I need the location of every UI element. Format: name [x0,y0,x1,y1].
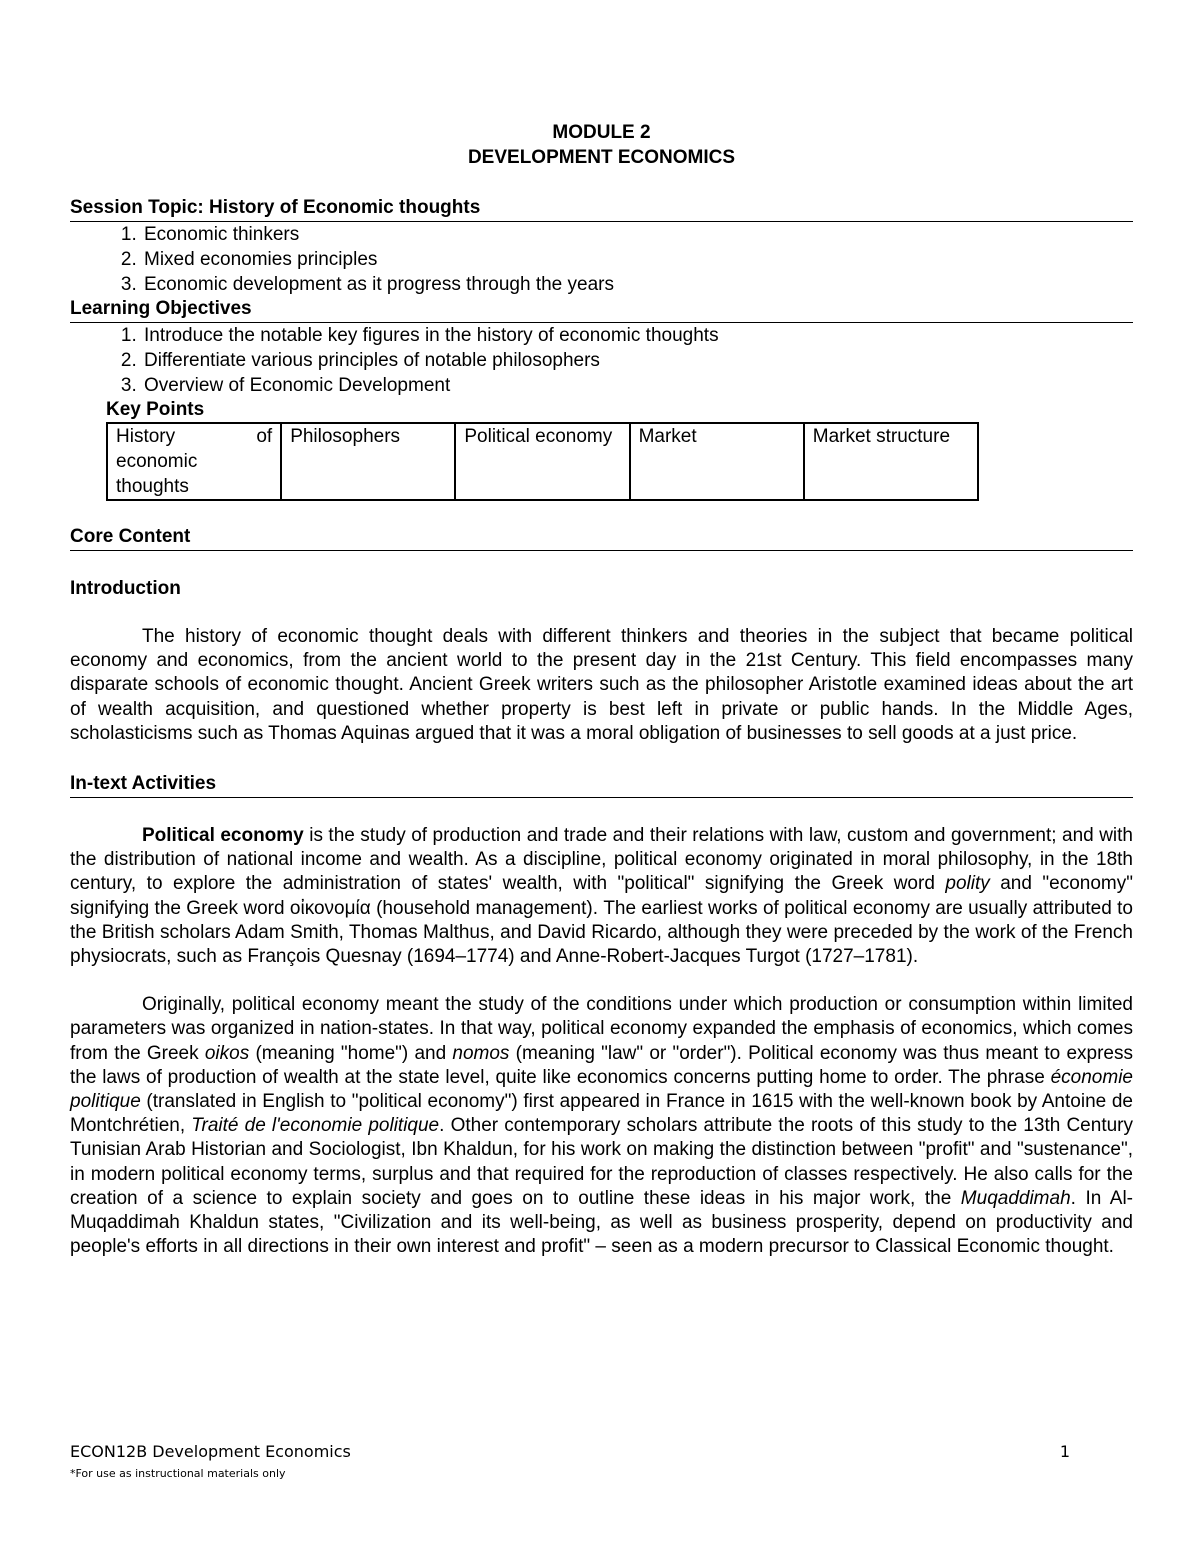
key-point-text: History [116,426,176,447]
political-economy-paragraph [70,824,1133,969]
paragraph-text: . Other contemporary scholars attribute the roots of this study to the 13th Century Tunisian Arab Historian and Sociologist, Ibn Khaldun, for his work on making the distinction between "profit" and "sustenance", in modern political economy terms, surplus and that required for the reproduction of classes respectively. He also calls for the creation of a science to explain society and goes on to outline these ideas in his major work, the [70,1115,1133,1209]
book-title: Traité de l'economie politique [191,1115,440,1137]
paragraph-text: (meaning "law" or "order"). Political economy was thus meant to express the laws of production of wealth at the state level, quite like economics concerns putting home to order. The phrase [70,1042,1133,1088]
key-points-label: Key Points [106,399,205,420]
introduction-heading: Introduction [70,578,181,599]
learning-objectives-list [70,323,1133,398]
course-title: DEVELOPMENT ECONOMICS [467,147,736,168]
page-number: 1 [1059,1442,1070,1461]
list-item: 2. Differentiate various principles of notable philosophers [142,348,1133,373]
paragraph-text: (translated in English to "political economy") first appeared in France in 1615 with the well-known book by Antoine de Montchrétien, [70,1091,1133,1137]
session-topic-heading: Session Topic: History of Economic thoughts [70,196,1133,222]
term-economie-politique: économie politique [70,1066,1133,1113]
module-number: MODULE 2 [552,122,651,143]
core-content-heading: Core Content [70,525,1133,551]
session-topic-list [70,222,1133,297]
paragraph-text: and "economy" signifying the Greek word οἰκονομία (household management). The earliest works of political economy are usually attributed to the British scholars Adam Smith, Thomas Malthus, and David Ricardo, although they were preceded by the work of the French physiocrats, such as François Quesnay (1694–1774) and Anne-Robert-Jacques Turgot (1727–1781). [70,873,1134,968]
paragraph-text: Originally, political economy meant the study of the conditions under which production or consumption within limited parameters was organized in nation-states. In that way, political economy expanded the emphasis of economics, which comes from the Greek [70,994,1133,1064]
page-footer [70,1442,1070,1480]
key-point-cell: Political economy [455,423,629,500]
paragraph-text: is the study of production and trade and their relations with law, custom and government; and with the distribution of national income and wealth. As a discipline, political economy originated in moral philosophy, in the 18th century, to explore the administration of states' wealth, with "political" signifying the Greek word [70,825,1134,895]
key-point-cell: Philosophers [281,423,455,500]
learning-objectives-heading: Learning Objectives [70,297,1133,323]
list-item: 1. Introduce the notable key figures in the history of economic thoughts [142,323,1133,348]
list-item: 3. Overview of Economic Development [142,373,1133,398]
key-point-text: economic thoughts [116,451,198,497]
term-oikos: oikos [204,1042,250,1064]
origins-paragraph [70,993,1133,1259]
list-item: 3. Economic development as it progress through the years [142,272,1133,297]
paragraph-text: . In Al-Muqaddimah Khaldun states, "Civilization and its well-being, as well as business prosperity, depend on productivity and people's efforts in all directions in their own interest and profit" – seen as a modern precursor to Classical Economic thought. [70,1187,1133,1258]
list-item: 1. Economic thinkers [142,222,1133,247]
key-point-text: of [256,426,273,447]
footer-course: ECON12B Development Economics [70,1442,351,1461]
document-page [70,120,1133,1259]
work-muqaddimah: Muqaddimah [960,1187,1071,1209]
key-point-cell: Market [630,423,804,500]
footer-note: *For use as instructional materials only [70,1467,286,1480]
term-political-economy: Political economy [142,825,304,847]
key-point-cell [107,423,281,500]
paragraph-text: (meaning "home") and [249,1042,453,1064]
key-point-cell: Market structure [804,423,978,500]
term-nomos: nomos [452,1042,510,1064]
key-points-table [106,422,979,501]
introduction-paragraph: The history of economic thought deals with different thinkers and theories in the subject that became political economy and economics, from the ancient world to the present day in the 21st Century. This field encompasses many disparate schools of economic thought. Ancient Greek writers such as the philosopher Aristotle examined ideas about the art of wealth acquisition, and questioned whether property is best left in private or public hands. In the Middle Ages, scholasticisms such as Thomas Aquinas argued that it was a moral obligation of businesses to sell goods at a just price. [70,626,1133,744]
in-text-activities-heading: In-text Activities [70,772,1133,798]
term-polity: polity [945,873,990,895]
list-item: 2. Mixed economies principles [142,247,1133,272]
